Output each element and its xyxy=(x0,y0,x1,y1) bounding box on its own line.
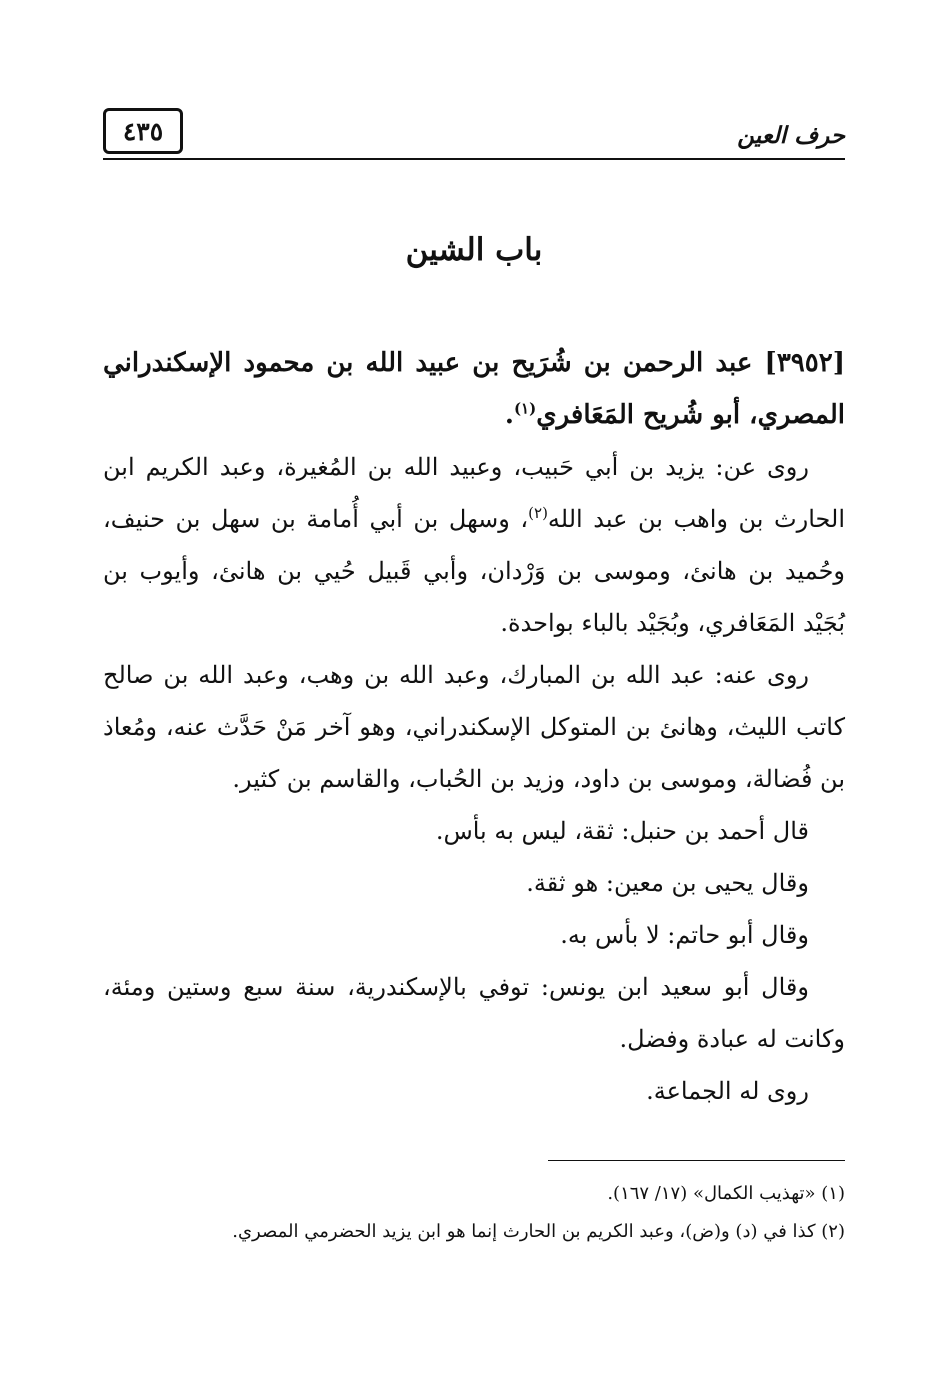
entry-number: [٣٩٥٢] xyxy=(764,348,845,378)
footnote-ref-2: (٢) xyxy=(528,504,548,522)
paragraph-yahya: وقال يحيى بن معين: هو ثقة. xyxy=(526,869,809,897)
paragraph-jamaa: روى له الجماعة. xyxy=(646,1077,809,1105)
entry-name: عبد الرحمن بن شُرَيح بن عبيد الله بن محمود الإسكندراني المصري، أبو شُريح المَعَافري xyxy=(103,348,845,430)
entry-heading xyxy=(103,337,845,441)
rawa-an-text-2: ، وسهل بن أبي أُمامة بن سهل بن حنيف، وحُميد بن هانئ، وموسى بن وَرْدان، وأبي قَبيل حُيي بن هانئ، وأيوب بن بُجَيْد المَعَافري، وبُجَيْد بالباء بواحدة. xyxy=(103,505,845,637)
footnote-1: (١) «تهذيب الكمال» (١٧/ ١٦٧). xyxy=(607,1183,845,1204)
running-title: حرف العين xyxy=(737,122,845,149)
paragraph-abu-hatim: وقال أبو حاتم: لا بأس به. xyxy=(560,921,809,949)
footnotes xyxy=(103,1175,845,1251)
footnote-rule xyxy=(548,1160,845,1161)
footnote-ref-1: (١) xyxy=(513,399,537,418)
page-number: ٤٣٥ xyxy=(103,108,183,154)
header-rule xyxy=(103,158,845,160)
footnote-2: (٢) كذا في (د) و(ض)، وعبد الكريم بن الحارث إنما هو ابن يزيد الحضرمي المصري. xyxy=(232,1221,845,1242)
paragraph-ibn-yunus: وقال أبو سعيد ابن يونس: توفي بالإسكندرية، سنة سبع وستين ومئة، وكانت له عبادة وفضل. xyxy=(103,973,845,1053)
rawa-an-text-1: روى عن: يزيد بن أبي حَبيب، وعبيد الله بن المُغيرة، وعبد الكريم ابن الحارث بن واهب بن عبد الله xyxy=(103,453,845,533)
chapter-title: باب الشين xyxy=(405,232,543,268)
paragraph-rawa-an xyxy=(103,441,845,649)
main-content xyxy=(103,337,845,1117)
page-header xyxy=(103,104,845,164)
entry-end: . xyxy=(504,400,514,430)
paragraph-ahmad: قال أحمد بن حنبل: ثقة، ليس به بأس. xyxy=(435,817,809,845)
paragraph-rawa-anhu: روى عنه: عبد الله بن المبارك، وعبد الله بن وهب، وعبد الله بن صالح كاتب الليث، وهانئ بن المتوكل الإسكندراني، وهو آخر مَنْ حَدَّث عنه، ومُعاذ بن فُضالة، وموسى بن داود، وزيد بن الحُباب، والقاسم بن كثير. xyxy=(103,661,845,793)
